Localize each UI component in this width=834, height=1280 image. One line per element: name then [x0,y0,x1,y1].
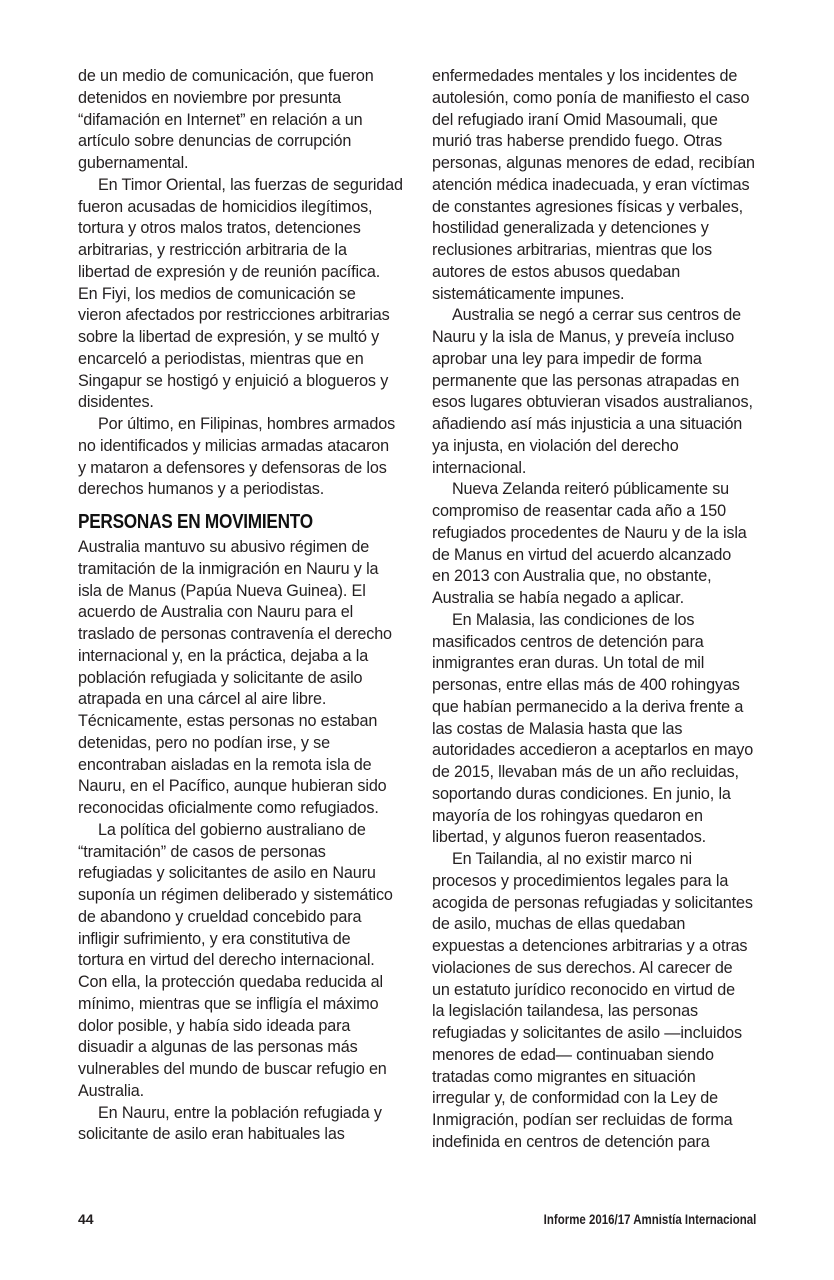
text-line: refugiadas y solicitantes de asilo —incluidos [432,1024,742,1042]
text-line: mínimo, mientras que se infligía el máximo [78,994,379,1013]
text-line: irregular y, de conformidad con la Ley de [432,1089,718,1108]
paragraph [78,414,418,501]
text-line: inmigrantes eran duras. Un total de mil [432,654,705,673]
text-line: La política del gobierno australiano de [98,820,366,839]
text-line: de 2015, llevaban más de un año recluidas, [432,763,739,781]
text-line: esos lugares obtuvieran visados australianos, [432,393,753,412]
text-line: aprobar una ley para impedir de forma [432,349,702,368]
publication-footer: Informe 2016/17 Amnistía Internacional [543,1211,756,1227]
text-line: refugiados procedentes de Nauru y de la isla [432,523,747,542]
text-line: de asilo, muchas de ellas quedaban [432,915,686,934]
text-line: Por último, en Filipinas, hombres armados [98,415,396,433]
text-line: encarceló a periodistas, mientras que en [78,349,364,368]
text-line: derechos humanos y a periodistas. [78,480,325,499]
paragraph [432,849,777,1154]
text-line: de constantes agresiones físicas y verbales, [432,197,744,216]
paragraph [78,66,418,175]
text-line: indefinida en centros de detención para [432,1132,710,1151]
text-line: personas, algunas menores de edad, recibían [432,154,755,172]
text-line: murió tras haberse prendido fuego. Otras [432,132,723,151]
text-line: En Tailandia, al no existir marco ni [452,850,692,868]
text-line: soportando duras condiciones. En junio, la [432,784,731,803]
text-line: traslado de personas contravenía el derecho [78,625,392,643]
text-line: personas, entre ellas más de 400 rohingyas [432,676,740,694]
text-line: las costas de Malasia hasta que las [432,719,683,738]
text-line: infligir sufrimiento, y era constitutiva de [78,929,351,948]
text-line: menores de edad— continuaban siendo [432,1045,714,1064]
text-line: la legislación tailandesa, las personas [432,1002,698,1021]
paragraph [432,610,777,849]
text-line: acogida de personas refugiadas y solicitantes [432,893,753,912]
text-line: autores de estos abusos quedaban [432,262,681,281]
text-line: en 2013 con Australia que, no obstante, [432,567,712,586]
paragraph [432,479,777,610]
right-column [432,66,777,1154]
section-heading: PERSONAS EN MOVIMIENTO [78,511,313,533]
text-line: autolesión, como ponía de manifiesto el caso [432,88,750,107]
text-line: En Fiyi, los medios de comunicación se [78,284,356,303]
paragraph [78,820,418,1103]
text-line: compromiso de reasentar cada año a 150 [432,502,726,520]
text-line: añadiendo así más injusticia a una situación [432,415,743,433]
text-line: permanente que las personas atrapadas en [432,371,740,390]
paragraph [432,305,777,479]
text-line: fueron acusadas de homicidios ilegítimos, [78,197,373,216]
text-line: detenidas, pero no podían irse, y se [78,733,330,752]
text-line: isla de Manus (Papúa Nueva Guinea). El [78,581,366,600]
text-line: internacional. [432,458,527,477]
text-line: tortura y otros malos tratos, detenciones [78,219,361,238]
text-line: atrapada en una cárcel al aire libre. [78,690,327,709]
text-line: disidentes. [78,393,154,412]
text-line: población refugiada y solicitante de asilo [78,668,363,687]
text-line: acuerdo de Australia con Nauru para el [78,603,354,622]
text-line: Nauru, en el Pacífico, aunque hubieran sido [78,777,387,796]
text-line: Con ella, la protección quedaba reducida al [78,973,383,991]
text-line: sobre la libertad de expresión, y se multó y [78,328,380,346]
text-line: Nueva Zelanda reiteró públicamente su [452,480,729,499]
text-line: de abandono y crueldad concebido para [78,907,362,926]
text-line: refugiadas y solicitantes de asilo en Nauru [78,864,376,883]
text-line: tratadas como migrantes en situación [432,1067,696,1086]
text-line: tortura en virtud del derecho internacional. [78,951,375,970]
text-line: expuestas a detenciones arbitrarias y a otras [432,937,748,955]
text-line: Inmigración, podían ser recluidas de forma [432,1111,733,1129]
text-line: Australia mantuvo su abusivo régimen de [78,538,370,556]
text-line: “tramitación” de casos de personas [78,842,326,861]
left-column [78,66,418,1146]
text-line: autoridades accedieron a aceptarlos en mayo [432,741,754,760]
text-line: sistemáticamente impunes. [432,284,625,303]
text-line: Técnicamente, estas personas no estaban [78,712,378,730]
text-line: de Manus en virtud del acuerdo alcanzado [432,545,732,564]
text-line: Australia se negó a cerrar sus centros de [452,306,741,325]
text-line: violaciones de sus derechos. Al carecer de [432,958,733,977]
text-line: internacional y, en la práctica, dejaba a la [78,646,369,665]
text-line: dolor posible, y había sido ideada para [78,1016,351,1035]
text-line: del refugiado iraní Omid Masoumali, que [432,110,718,129]
text-line: En Timor Oriental, las fuerzas de seguridad [98,175,403,194]
text-line: reclusiones arbitrarias, mientras que los [432,241,712,259]
text-line: artículo sobre denuncias de corrupción [78,132,352,151]
text-line: ya injusta, en violación del derecho [432,436,679,455]
text-line: procesos y procedimientos legales para la [432,871,729,890]
text-line: libertad de expresión y de reunión pacífica. [78,262,381,281]
text-line: que habían permanecido a la deriva frente a [432,697,744,716]
text-line: no identificados y milicias armadas atacaron [78,436,390,455]
paragraph [78,175,418,414]
text-line: de un medio de comunicación, que fueron [78,67,374,85]
text-line: Singapur se hostigó y enjuició a blogueros y [78,371,389,390]
text-line: encontraban aisladas en la remota isla de [78,755,372,774]
text-line: mayoría de los rohingyas quedaron en [432,806,703,825]
text-line: masificados centros de detención para [432,632,704,651]
text-line: arbitrarias, y restricción arbitraria de la [78,241,347,259]
text-line: un estatuto jurídico reconocido en virtud de [432,980,735,999]
page-number: 44 [78,1211,94,1227]
text-line: En Malasia, las condiciones de los [452,610,695,629]
text-line: Australia se había negado a aplicar. [432,589,684,607]
paragraph [78,1103,418,1147]
paragraph [78,537,418,820]
text-line: suponía un régimen deliberado y sistemático [78,886,393,904]
text-line: “difamación en Internet” en relación a un [78,110,363,129]
text-line: Nauru y la isla de Manus, y preveía incluso [432,328,735,346]
text-line: atención médica inadecuada, y eran víctimas [432,175,750,194]
paragraph [432,66,777,305]
text-line: solicitante de asilo eran habituales las [78,1125,345,1144]
text-line: detenidos en noviembre por presunta [78,88,341,107]
text-line: libertad, y algunos fueron reasentados. [432,828,707,847]
text-line: y mataron a defensores y defensoras de los [78,458,387,477]
text-line: reconocidas oficialmente como refugiados. [78,799,379,817]
text-line: vieron afectados por restricciones arbitrarias [78,306,390,325]
text-line: vulnerables del mundo de buscar refugio en [78,1060,387,1078]
text-line: hostilidad generalizada y detenciones y [432,219,709,238]
text-line: En Nauru, entre la población refugiada y [98,1103,382,1122]
text-line: enfermedades mentales y los incidentes de [432,67,738,85]
text-line: disuadir a algunas de las personas más [78,1038,358,1057]
text-line: tramitación de la inmigración en Nauru y la [78,559,379,578]
text-line: Australia. [78,1081,144,1100]
text-line: gubernamental. [78,154,189,172]
